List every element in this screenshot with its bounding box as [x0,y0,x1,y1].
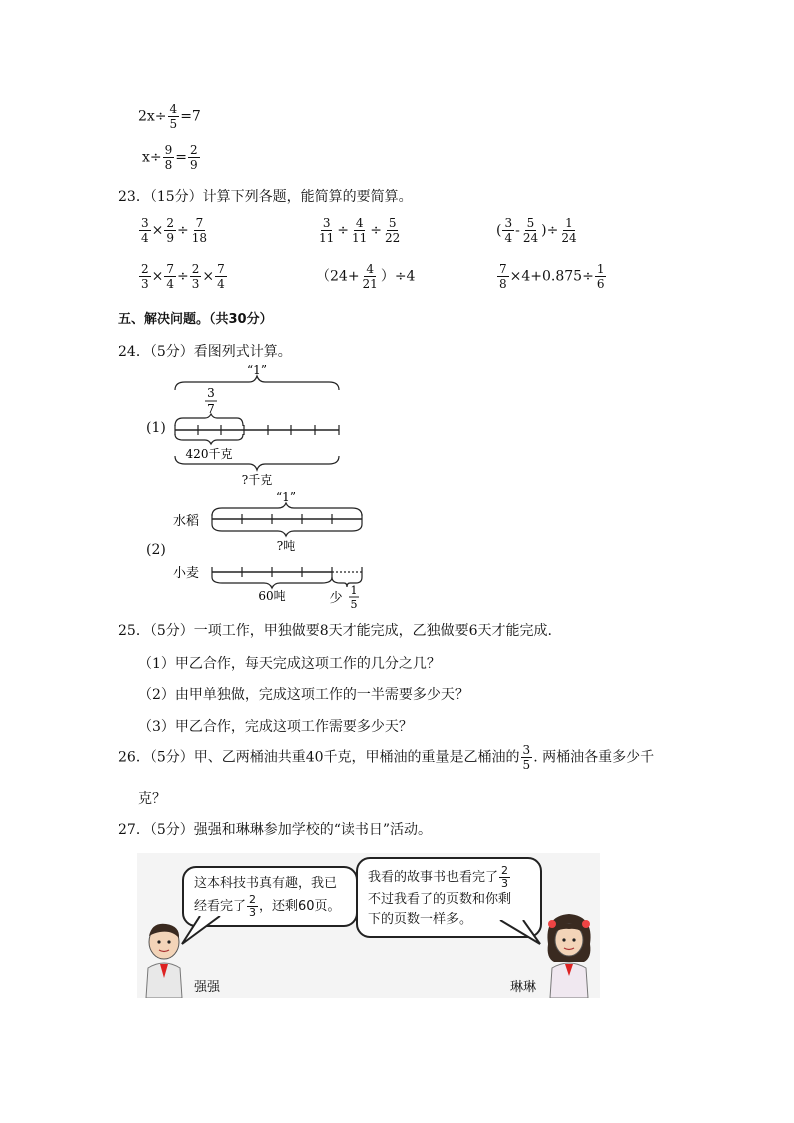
speech-bubble-right: 我看的故事书也看完了 $\frac{2}{3}$ 不过我看了的页数和你剩 下的页数一样多。 [356,857,542,938]
svg-text:少: 少 [329,591,343,606]
svg-text:5: 5 [350,598,358,611]
whole-label: “1” [247,363,267,377]
expr-23-3: ( $\frac{3}{4}$ - $\frac{5}{24}$ )÷ $\frac{1}{24}$ [496,216,577,245]
svg-text:3: 3 [207,386,215,400]
svg-text:?千克: ?千克 [241,473,273,487]
svg-text:7: 7 [207,402,215,416]
svg-text:小麦: 小麦 [173,566,200,581]
sub-question-1: （1）甲乙合作，每天完成这项工作的几分之几？ [138,656,441,672]
fraction: $\frac{4}{5}$ [169,102,178,131]
expr-23-1: $\frac{3}{4}$ × $\frac{2}{9}$ ÷ $\frac{7}{18}$ [141,216,208,245]
boy-illustration [140,920,190,998]
question-23-heading: 23．（15分）计算下列各题，能简算的要简算。 [118,189,413,205]
line-diagram-1 [165,360,350,490]
expr-23-6: $\frac{7}{8}$ ×4+0.875÷ $\frac{1}{6}$ [499,262,605,291]
girl-illustration [540,910,598,998]
equation-2: x÷ $\frac{9}{8}$ = $\frac{2}{9}$ [142,143,198,172]
diagram-2-label: (2) [146,542,166,558]
question-26: 26．（5分）甲、乙两桶油共重40千克，甲桶油的重量是乙桶油的 $\frac{3}{5}$ . 两桶油各重多少千 [118,743,655,772]
question-24-heading: 24．（5分）看图列式计算。 [118,344,292,360]
bubble-tail-right [495,920,545,950]
svg-text:?吨: ?吨 [276,539,296,553]
svg-text:水稻: 水稻 [173,514,200,529]
sub-question-3: （3）甲乙合作，完成这项工作需要多少天？ [138,719,413,735]
fraction: $\frac{9}{8}$ [164,143,173,172]
question-27-heading: 27．（5分）强强和琳琳参加学校的“读书日”活动。 [118,822,433,838]
section-heading: 五、解决问题。（共30分） [118,312,273,327]
question-26-continued: 克？ [138,791,166,807]
expr-23-4: $\frac{2}{3}$ × $\frac{7}{4}$ ÷ $\frac{2}{3}$ × $\frac{7}{4}$ [141,262,225,291]
expr-23-5: （24+ $\frac{4}{21}$ ）÷4 [316,262,416,291]
svg-text:“1”: “1” [276,490,296,504]
fraction: $\frac{2}{9}$ [190,143,198,172]
equation-1: 2x÷ $\frac{4}{5}$ =7 [138,102,201,131]
diagram-1-label: (1) [146,420,166,436]
question-25-heading: 25．（5分）一项工作，甲独做要8天才能完成，乙独做要6天才能完成. [118,623,552,639]
svg-text:60吨: 60吨 [258,589,286,603]
sub-question-2: （2）由甲单独做，完成这项工作的一半需要多少天？ [138,687,469,703]
speech-bubble-left: 这本科技书真有趣，我已 经看完了 $\frac{2}{3}$ ，还剩60页。 [182,866,358,927]
girl-name: 琳琳 [510,980,537,995]
boy-name: 强强 [194,980,221,995]
fraction: $\frac{3}{5}$ [522,743,531,772]
line-diagram-2 [168,486,368,611]
expr-23-2: $\frac{3}{11}$ ÷ $\frac{4}{11}$ ÷ $\frac{5}{22}$ [319,216,401,245]
svg-text:420千克: 420千克 [185,447,233,461]
svg-text:1: 1 [350,584,358,597]
